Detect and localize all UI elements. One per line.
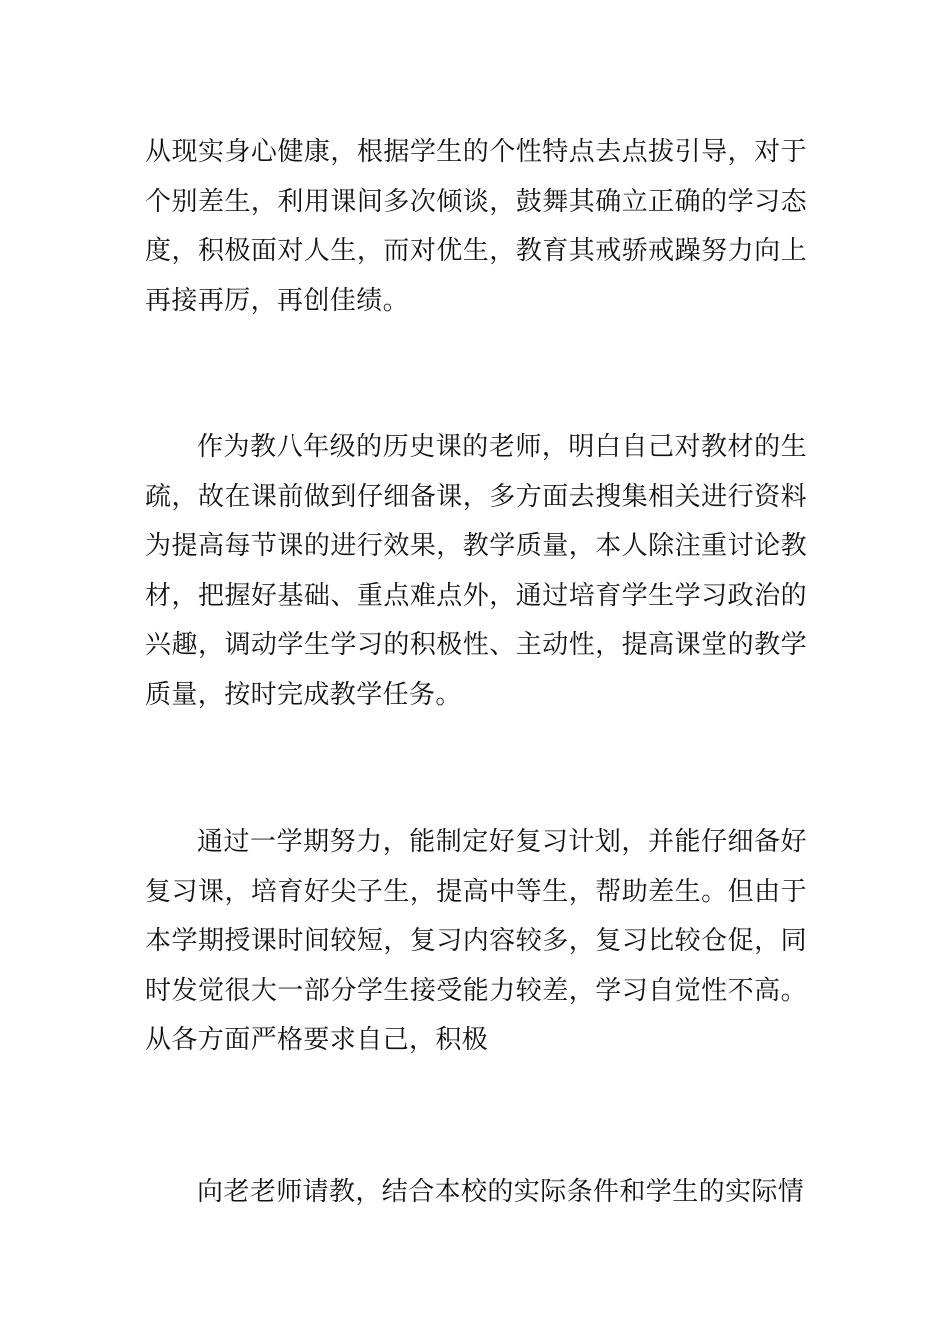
paragraph-consult-teachers: 向老老师请教，结合本校的实际条件和学生的实际情 (197, 1177, 805, 1207)
paragraph-history-teaching: 作为教八年级的历史课的老师，明白自己对教材的生疏，故在课前做到仔细备课，多方面去搜集相关进行资料为提高每节课的进行效果，教学质量，本人除注重讨论教材，把握好基础、重点难点外，通过培育学生学习政治的兴趣，调动学生学习的积极性、主动性，提高课堂的教学质量，按时完成教学任务。 (145, 432, 807, 710)
paragraph-review-plan: 通过一学期努力，能制定好复习计划，并能仔细备好复习课，培育好尖子生，提高中等生，帮助差生。但由于本学期授课时间较短，复习内容较多，复习比较仓促，同时发觉很大一部分学生接受能力较差，学习自觉性不高。从各方面严格要求自己，积极 (145, 827, 807, 1055)
paragraph-student-guidance: 从现实身心健康，根据学生的个性特点去点拔引导，对于个别差生，利用课间多次倾谈，鼓舞其确立正确的学习态度，积极面对人生，而对优生，教育其戒骄戒躁努力向上再接再厉，再创佳绩。 (145, 137, 807, 316)
